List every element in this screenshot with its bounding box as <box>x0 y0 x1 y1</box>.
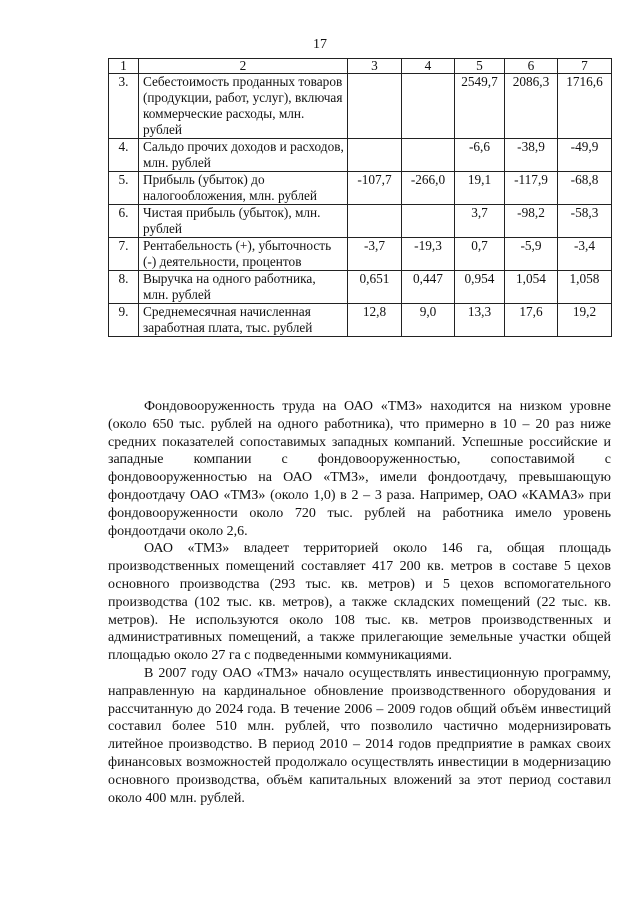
table-header-cell: 1 <box>109 59 139 74</box>
page-number: 17 <box>313 37 327 52</box>
value-cell: 1716,6 <box>558 74 612 139</box>
value-cell: 2086,3 <box>505 74 558 139</box>
value-cell <box>348 139 402 172</box>
value-cell: 0,651 <box>348 271 402 304</box>
value-cell <box>402 74 455 139</box>
value-cell: -6,6 <box>455 139 505 172</box>
value-cell: 19,2 <box>558 304 612 337</box>
table-row <box>109 304 612 337</box>
row-number: 7. <box>109 238 139 271</box>
indicator-name: Среднемесячная начисленная заработная плата, тыс. рублей <box>139 304 348 337</box>
table-row <box>109 205 612 238</box>
value-cell: 3,7 <box>455 205 505 238</box>
table-header-cell: 4 <box>402 59 455 74</box>
indicators-table <box>108 58 612 337</box>
value-cell <box>402 205 455 238</box>
table-header-cell: 6 <box>505 59 558 74</box>
value-cell: 1,058 <box>558 271 612 304</box>
table-header-cell: 5 <box>455 59 505 74</box>
indicator-name: Выручка на одного работника, млн. рублей <box>139 271 348 304</box>
indicator-name: Прибыль (убыток) до налогообложения, млн. рублей <box>139 172 348 205</box>
indicator-name: Сальдо прочих доходов и расходов, млн. рублей <box>139 139 348 172</box>
value-cell: -266,0 <box>402 172 455 205</box>
value-cell <box>348 205 402 238</box>
value-cell: 0,7 <box>455 238 505 271</box>
value-cell <box>348 74 402 139</box>
table-header-cell: 7 <box>558 59 612 74</box>
value-cell: -58,3 <box>558 205 612 238</box>
paragraph-territory: ОАО «ТМЗ» владеет территорией около 146 га, общая площадь производственных помещений составляет 417 200 кв. метров в составе 5 цехов основного производства (293 тыс. кв. метров) и 5 цехов вспомогательного производства (102 тыс. кв. метров), а также складских помещений (22 тыс. кв. метров). Не используются около 108 тыс. кв. метров производственных и административных помещений, а также прилегающие земельные участки общей площадью около 27 га с подведенными коммуникациями. <box>108 541 611 664</box>
value-cell: -38,9 <box>505 139 558 172</box>
paragraph-capital-ratio: Фондовооруженность труда на ОАО «ТМЗ» находится на низком уровне (около 650 тыс. рублей на одного работника), что примерно в 10 – 20 раз ниже средних показателей сопоставимых западных компаний. Успешные российские и западные компании с фондовооруженностью, сопоставимой с фондовооруженностью на ОАО «ТМЗ», имели фондоотдачу, превышающую фондоотдачу ОАО «ТМЗ» (около 1,0) в 2 – 3 раза. Например, ОАО «КАМАЗ» при фондовооруженности около 720 тыс. рублей на работника имело уровень фондоотдачи около 2,6. <box>108 399 611 539</box>
table-row <box>109 271 612 304</box>
value-cell: -5,9 <box>505 238 558 271</box>
value-cell: 13,3 <box>455 304 505 337</box>
value-cell: -117,9 <box>505 172 558 205</box>
value-cell: 0,954 <box>455 271 505 304</box>
value-cell: 0,447 <box>402 271 455 304</box>
table-row <box>109 172 612 205</box>
value-cell: 17,6 <box>505 304 558 337</box>
value-cell <box>402 139 455 172</box>
value-cell: -49,9 <box>558 139 612 172</box>
indicator-name: Рентабельность (+), убыточность (-) деятельности, процентов <box>139 238 348 271</box>
table-row <box>109 238 612 271</box>
paragraph-investment: В 2007 году ОАО «ТМЗ» начало осуществлять инвестиционную программу, направленную на кардинальное обновление производственного оборудования и рассчитанную до 2024 года. В течение 2006 – 2009 годов общий объём инвестиций составил более 510 млн. рублей, что позволило частично модернизировать литейное производство. В период 2010 – 2014 годов предприятие в рамках своих финансовых возможностей продолжало осуществлять инвестиции в модернизацию основного производства, объём капитальных вложений за этот период составил около 400 млн. рублей. <box>108 665 611 806</box>
table-header-row <box>109 59 612 74</box>
value-cell: -98,2 <box>505 205 558 238</box>
value-cell: -3,7 <box>348 238 402 271</box>
value-cell: -107,7 <box>348 172 402 205</box>
row-number: 3. <box>109 74 139 139</box>
table-row <box>109 74 612 139</box>
row-number: 9. <box>109 304 139 337</box>
table-header-cell: 2 <box>139 59 348 74</box>
value-cell: 9,0 <box>402 304 455 337</box>
value-cell: -68,8 <box>558 172 612 205</box>
row-number: 4. <box>109 139 139 172</box>
table-row <box>109 139 612 172</box>
value-cell: 12,8 <box>348 304 402 337</box>
row-number: 8. <box>109 271 139 304</box>
value-cell: -3,4 <box>558 238 612 271</box>
value-cell: 19,1 <box>455 172 505 205</box>
row-number: 5. <box>109 172 139 205</box>
row-number: 6. <box>109 205 139 238</box>
value-cell: -19,3 <box>402 238 455 271</box>
table-header-cell: 3 <box>348 59 402 74</box>
indicator-name: Себестоимость проданных товаров (продукции, работ, услуг), включая коммерческие расходы, млн. рублей <box>139 74 348 139</box>
value-cell: 2549,7 <box>455 74 505 139</box>
indicator-name: Чистая прибыль (убыток), млн. рублей <box>139 205 348 238</box>
body-text <box>108 398 611 807</box>
value-cell: 1,054 <box>505 271 558 304</box>
